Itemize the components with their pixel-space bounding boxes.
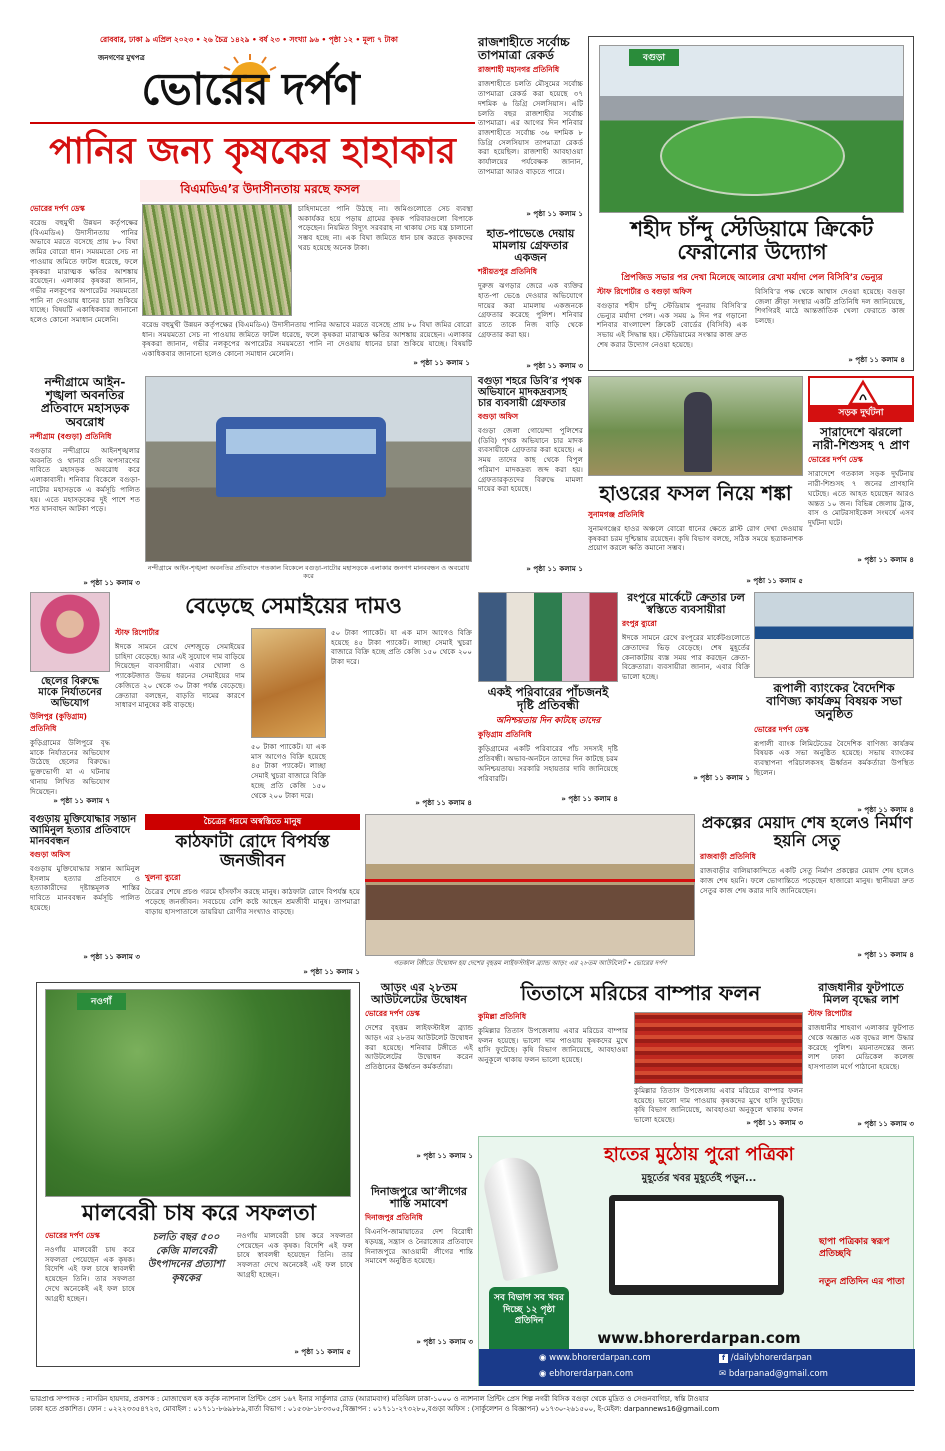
accident-story bbox=[808, 376, 914, 586]
son-byline: উলিপুর (কুড়িগ্রাম) প্রতিনিধি bbox=[30, 712, 87, 733]
naogaon-tag: নওগাঁ bbox=[77, 993, 126, 1010]
chili-byline: কুমিল্লা প্রতিনিধি bbox=[478, 1012, 527, 1021]
chili-photo bbox=[634, 1012, 803, 1084]
ad-web[interactable]: www.bhorerdarpan.com bbox=[549, 1353, 651, 1363]
rupali-byline: ভোরের দর্পণ ডেস্ক bbox=[754, 724, 809, 734]
dvb-headline: বগুড়া শহরে ডিবি’র পৃথক অভিযানে মাদকদ্রব্যসহ চার ব্যবসায়ী গ্রেফতার bbox=[478, 376, 582, 409]
masthead bbox=[30, 30, 475, 122]
accident-badge bbox=[808, 376, 914, 422]
semai-continued: » পৃষ্ঠা ১১ কলাম ৪ bbox=[415, 798, 472, 807]
ad-badge: সব বিভাগ সব খবর দিচ্ছে ১২ পৃষ্ঠা প্রতিদিন bbox=[489, 1287, 569, 1357]
haor-byline: সুনামগঞ্জ প্রতিনিধি bbox=[588, 510, 645, 519]
accident-continued: » পৃষ্ঠা ১১ কলাম ৪ bbox=[857, 555, 914, 565]
ad-epaper[interactable]: ebhorerdarpan.com bbox=[549, 1369, 634, 1379]
malberry-photo bbox=[45, 989, 351, 1197]
stadium-body-2: বিসিবি’র পক্ষ থেকে আশ্বাস দেওয়া হয়েছে। বগুড়া জেলা ক্রীড়া সংস্থার একটি প্রতিনিধি দল জানিয়েছে, শিগগিরই মাঠে আন্তর্জাতিক খেলা ফেরাতে কাজ চলছে। bbox=[755, 287, 905, 326]
chili-body-2: কুমিল্লার তিতাস উপজেলায় এবার মরিচের বাম্পার ফলন হয়েছে। ভালো দাম পাওয়ায় কৃষকদের মুখে হাসি ফুটেছে। কৃষি বিভাগ জানিয়েছে, আবহাওয়া অনুকূলে থাকায় ফলন ভালো হয়েছে। bbox=[634, 1086, 803, 1125]
bridge-headline: প্রকল্পের মেয়াদ শেষ হলেও নির্মাণ হয়নি সেতু bbox=[701, 813, 913, 850]
dinajpur-continued: » পৃষ্ঠা ১১ কলাম ৩ bbox=[416, 1337, 473, 1347]
malberry-headline: মালবেরী চাষ করে সফলতা bbox=[81, 1200, 317, 1226]
ribbon-shape bbox=[365, 879, 695, 882]
son-headline: ছেলের বিরুদ্ধে মাকে নির্যাতনের অভিযোগ bbox=[38, 676, 102, 709]
nandigram-headline: নন্দীগ্রামে আইন-শৃঙ্খলা অবনতির প্রতিবাদে মহাসড়ক অবরোধ bbox=[40, 375, 130, 429]
lead-byline: ভোরের দর্পণ ডেস্ক bbox=[30, 204, 85, 213]
lead-photo bbox=[142, 204, 292, 316]
blind-byline: কুড়িগ্রাম প্রতিনিধি bbox=[478, 730, 532, 740]
stadium-headline: শহীদ চাঁন্দু স্টেডিয়ামে ক্রিকেট ফেরানোর উদ্যোগ bbox=[630, 216, 874, 265]
muktijoddha-body: বগুড়ায় মুক্তিযোদ্ধার সন্তান আমিনুল ইসলাম হত্যার প্রতিবাদে ও হত্যাকারীদের দৃষ্টান্তমূলক শাস্তির দাবিতে মানববন্ধন কর্মসূচি পালিত হয়েছে। bbox=[30, 864, 140, 912]
malberry-story bbox=[36, 982, 360, 1367]
ad-tagline: মুহূর্তের খবর মুহূর্তেই পড়ুন... bbox=[641, 1173, 757, 1184]
rajshahi-byline: রাজশাহী মহানগর প্রতিনিধি bbox=[478, 65, 560, 75]
aarong-headline: আড়ং এর ২৮তম আউটলেটের উদ্বোধন bbox=[371, 981, 467, 1007]
imprint bbox=[30, 1394, 914, 1424]
lead-subhead: বিএমডিএ’র উদাসীনতায় মরছে ফসল bbox=[140, 180, 400, 202]
son-photo bbox=[30, 592, 110, 672]
blind-photo bbox=[478, 592, 618, 682]
imprint-line-1: ভারপ্রাপ্ত সম্পাদক : নাসরিন হায়দার, প্রকাশক : মোজাম্মেল হক কর্তৃক ন্যাশনাল প্রিন্টিং প্রেস ১৬৭ ইনার সার্কুলার রোড (আরামবাগ) মতিঝিল ঢাকা-১০০০ ও ন্যাশনাল প্রিন্টিং প্রেস শিল্প নগরী বিসিক বগুড়া থেকে মুদ্রিত ও সেগুনবাগিচা, স্বন্তি টাওয়ার bbox=[30, 1395, 709, 1403]
epaper-ad bbox=[478, 1136, 914, 1386]
ad-point-1: ছাপা পত্রিকার স্বরূপ প্রতিচ্ছবি bbox=[819, 1237, 890, 1259]
ad-headline: হাতের মুঠোয় পুরো পত্রিকা bbox=[604, 1144, 794, 1165]
nandigram-continued: » পৃষ্ঠা ১১ কলাম ৩ bbox=[83, 578, 140, 587]
ad-rolled-paper bbox=[479, 1152, 559, 1281]
bus-shape bbox=[216, 417, 386, 497]
hat-body: দুরুজ ঝগড়ার জেরে এক ব্যক্তির হাত-পা ভেঙে দেওয়ার অভিযোগে দায়ের করা মামলায় একজনকে গ্রেফতার করেছে পুলিশ। শনিবার রাতে তাকে নিজ বাড়ি থেকে গ্রেফতার করা হয়। bbox=[478, 281, 583, 339]
lead-continued: » পৃষ্ঠা ১১ কলাম ১ bbox=[413, 358, 470, 367]
muktijoddha-headline: বগুড়ায় মুক্তিযোদ্ধার সন্তান আমিনুল হত্যার প্রতিবাদে মানববন্ধন bbox=[30, 814, 137, 847]
dvb-continued: » পৃষ্ঠা ১১ কলাম ১ bbox=[526, 564, 583, 573]
dhaka-headline: রাজধানীর ফুটপাতে মিলল বৃদ্ধের লাশ bbox=[818, 981, 904, 1007]
bridge-story bbox=[700, 814, 914, 974]
ad-links bbox=[479, 1349, 915, 1386]
rangpur-story bbox=[622, 592, 750, 810]
rajshahi-continued: » পৃষ্ঠা ১১ কলাম ১ bbox=[526, 209, 583, 219]
semai-story bbox=[115, 592, 472, 810]
rajshahi-story bbox=[478, 36, 583, 226]
semai-body-3: ৫০ টাকা প্যাকেট। যা এক মাস আগেও বিক্রি হয়েছে ৪৫ টাকা প্যাকেট। লাচ্ছা সেমাই খুচরা বাজারে বিক্রি হচ্ছে প্রতি কেজি ১৫০ থেকে ২০০ টাকা দরে। bbox=[251, 742, 326, 800]
bridge-byline: রাজবাড়ী প্রতিনিধি bbox=[700, 852, 756, 862]
stadium-subhead: প্রিপজিড সভার পর দেখা মিলেছে আলোর রেখা মর্যাদা পেল বিসিবি’র ভেন্যুর bbox=[621, 273, 883, 283]
rangpur-continued: » পৃষ্ঠা ১১ কলাম ১ bbox=[693, 773, 750, 783]
footer-rule bbox=[30, 1390, 914, 1391]
dinajpur-headline: দিনাজপুরে আ’লীগের শান্তি সমাবেশ bbox=[371, 1185, 467, 1211]
rupali-headline: রূপালী ব্যাংকের বৈদেশিক বাণিজ্য কার্যক্রম বিষয়ক সভা অনুষ্ঠিত bbox=[766, 681, 902, 722]
chili-continued: » পৃষ্ঠা ১১ কলাম ৩ bbox=[746, 1118, 803, 1127]
stadium-story bbox=[588, 36, 914, 371]
dhaka-byline: স্টাফ রিপোর্টার bbox=[808, 1009, 853, 1019]
semai-byline: স্টাফ রিপোর্টার bbox=[115, 628, 160, 637]
heat-headline: কাঠফাটা রোদে বিপর্যস্ত জনজীবন bbox=[175, 832, 330, 871]
accident-byline: ভোরের দর্পণ ডেস্ক bbox=[808, 455, 863, 465]
blind-headline: একই পরিবারের পাঁচজনই দৃষ্টি প্রতিবন্ধী bbox=[487, 685, 609, 713]
globe-icon: ◉ bbox=[539, 1353, 547, 1363]
malberry-continued: » পৃষ্ঠা ১১ কলাম ৫ bbox=[294, 1347, 351, 1356]
masthead-rule bbox=[30, 122, 475, 124]
haor-headline: হাওরের ফসল নিয়ে শঙ্কা bbox=[599, 481, 792, 505]
semai-headline: বেড়েছে সেমাইয়ের দামও bbox=[185, 593, 402, 619]
malberry-body: নওগাঁয় মালবেরী চাষ করে সফলতা পেয়েছেন এক কৃষক। বিদেশি এই ফল চাষে স্বাবলম্বী হয়েছেন তিনি। তার সফলতা দেখে অনেকেই এই ফল চাষে আগ্রহী হচ্ছেন। bbox=[45, 1245, 135, 1303]
son-story bbox=[30, 592, 110, 810]
rupali-photo bbox=[754, 592, 914, 678]
haor-body: সুনামগঞ্জের হাওর অঞ্চলে বোরো ধানের ক্ষেতে ব্লাস্ট রোগ দেখা দেওয়ায় কৃষকরা চরম দুশ্চিন্তায় রয়েছেন। কৃষি বিভাগ বলছে, সঠিক সময়ে ছত্রাকনাশক প্রয়োগ করলে ক্ষতি কমানো সম্ভব। bbox=[588, 524, 803, 553]
haor-continued: » পৃষ্ঠা ১১ কলাম ৫ bbox=[746, 576, 803, 585]
lead-story bbox=[30, 128, 475, 371]
blind-subhead: অনিশ্চয়তায় দিন কাটছে তাদের bbox=[495, 716, 601, 727]
road-sign-icon bbox=[848, 380, 878, 406]
rajshahi-body: রাজশাহীতে চলতি মৌসুমের সর্বোচ্চ তাপমাত্রা রেকর্ড করা হয়েছে ৩৭ দশমিক ৬ ডিগ্রি সেলসিয়াস। এটি চলতি বছর রাজশাহীর সর্বোচ্চ তাপমাত্রা। এর আগের দিন শনিবার রাজশাহীতে সর্বোচ্চ ৩৬ দশমিক ৮ ডিগ্রি সেলসিয়াস তাপমাত্রা রেকর্ড করা হয়েছিল। রাজশাহী আবহাওয়া কার্যালয়ের পর্যবেক্ষক জানান, তাপমাত্রা আরও বাড়তে পারে। bbox=[478, 79, 583, 176]
aarong-photo-block bbox=[365, 814, 695, 974]
hat-byline: শরীয়তপুর প্রতিনিধি bbox=[478, 267, 537, 277]
lead-body-2: চাহিদামতো পানি উঠছে না। জমিগুলোতে সেচ ব্যবস্থা অকার্যকর হয়ে পড়ায় গ্রামের কৃষক পরিবারগুলো বিপাকে পড়েছেন। নিয়মিত বিদ্যুৎ সরবরাহ না থাকায় সেচ যন্ত্র চালানো সম্ভব হচ্ছে না। এক বিঘা জমিতে ধান চাষ করতে কৃষকদের খরচ হয়েছে অনেক টাকা। bbox=[298, 204, 473, 252]
dinajpur-body: বিএনপি-জামায়াতের দেশ বিরোধী ষড়যন্ত্র, সন্ত্রাস ও নৈরাজ্যের প্রতিবাদে দিনাজপুরে আওয়ামী লীগের শান্তি সমাবেশ অনুষ্ঠিত হয়েছে। bbox=[365, 1227, 473, 1266]
ad-url[interactable]: www.bhorerdarpan.com bbox=[597, 1329, 801, 1347]
farmer-shape bbox=[684, 392, 712, 472]
muktijoddha-story bbox=[30, 814, 140, 974]
blind-story bbox=[478, 592, 618, 810]
globe-icon: ◉ bbox=[539, 1369, 547, 1379]
muktijoddha-continued: » পৃষ্ঠা ১১ কলাম ৩ bbox=[83, 952, 140, 961]
lead-body-3: বরেন্দ্র বহুমুখী উন্নয়ন কর্তৃপক্ষের (বিএমডিএ) উদাসীনতায় পানির অভাবে মরতে বসেছে প্রায় ৮০ বিঘা জমির বোরো ধান। সময়মতো সেচ না পাওয়ায় জমিতে ফাটল ধরেছে, ফলে কৃষকরা মারাত্মক ক্ষতির আশঙ্কায় রয়েছেন। এলাকার কৃষকরা জানান, গভীর নলকূপের অপারেটর সময়মতো পানি না দেওয়ায় ধানের চারা শুকিয়ে যাচ্ছে। বিষয়টি একাধিকবার জানানো হলেও কোনো সমাধান মেলেনি। bbox=[142, 320, 472, 359]
heat-body: চৈত্রের শেষে প্রচণ্ড গরমে হাঁসফাঁস করছে মানুষ। কাঠফাটা রোদে বিপর্যস্ত হয়ে পড়েছে জনজীবন। সবচেয়ে বেশি কষ্টে আছেন শ্রমজীবী মানুষ। তাপমাত্রা বাড়ায় হাসপাতালে ডায়রিয়া রোগীর সংখ্যাও বাড়ছে। bbox=[145, 887, 360, 916]
haor-story bbox=[588, 376, 803, 586]
ad-facebook[interactable]: /dailybhorerdarpan bbox=[730, 1353, 812, 1363]
malberry-body-2: নওগাঁয় মালবেরী চাষ করে সফলতা পেয়েছেন এক কৃষক। বিদেশি এই ফল চাষে স্বাবলম্বী হয়েছেন তিনি। তার সফলতা দেখে অনেকেই এই ফল চাষে আগ্রহী হচ্ছেন। bbox=[237, 1231, 353, 1279]
heat-continued: » পৃষ্ঠা ১১ কলাম ১ bbox=[303, 967, 360, 977]
dateline: রোববার, ঢাকা ৯ এপ্রিল ২০২৩ • ২৬ চৈত্র ১৪২৯ • বর্ষ ২৩ • সংখ্যা ৯৬ • পৃষ্ঠা ১২ • মূল্য ৭ টাকা bbox=[100, 35, 398, 44]
haor-photo bbox=[588, 376, 803, 476]
rupali-body: রূপালী ব্যাংক লিমিটেডের বৈদেশিক বাণিজ্য কার্যক্রম বিষয়ক এক সভা অনুষ্ঠিত হয়েছে। সভায় ব্যাংকের ব্যবস্থাপনা পরিচালকসহ ঊর্ধ্বতন কর্মকর্তারা উপস্থিত ছিলেন। bbox=[754, 738, 914, 777]
hat-headline: হাত-পাভেঙে দেয়ায় মামলায় গ্রেফতার একজন bbox=[486, 227, 575, 265]
chili-headline: তিতাসে মরিচের বাম্পার ফলন bbox=[520, 981, 761, 1005]
heat-byline: খুলনা ব্যুরো bbox=[145, 873, 181, 883]
stadium-continued: » পৃষ্ঠা ১১ কলাম ৪ bbox=[848, 355, 905, 364]
accident-headline: সারাদেশে ঝরলো নারী-শিশুসহ ৭ প্রাণ bbox=[812, 425, 910, 453]
imprint-line-2: ঢাকা হতে প্রকাশিত। ফোন : ০২২২৩৩৫৪৭২৩, মোবাইল : ০১৭১১-৮৬৯৮৮৯,বার্তা বিভাগ : ০১৫৩৬-১৮৩৩০৫,বিজ্ঞাপন : ০১৭১১-২৭৩২৮০,বগুড়া অফিস : (সার্কুলেশন ও বিজ্ঞাপন) ০১৭৩০-২৬১৫০০, ই-মেইল: darpannews16@gmail.com bbox=[30, 1405, 720, 1414]
dinajpur-story bbox=[365, 1186, 473, 1366]
nandigram-caption: নন্দীগ্রামে আইন-শৃঙ্খলা অবনতির প্রতিবাদে গতকাল বিকেলে বগুড়া-নাটোর মহাসড়কে এলাকার জনগণ মানববন্ধন ও অবরোধ করে bbox=[147, 564, 470, 581]
nandigram-body: বগুড়ার নন্দীগ্রামে আইনশৃঙ্খলার অবনতি ও থানার ওসি অপসারণের দাবিতে মহাসড়ক অবরোধ করে এলাকাবাসী। শনিবার বিকেলে বগুড়া-নাটোর মহাসড়কে এ কর্মসূচি পালিত হয়। এতে মহাসড়কের দুই পাশে শত শত যানবাহন আটকা পড়ে। bbox=[30, 446, 140, 514]
chili-story bbox=[478, 982, 803, 1132]
facebook-icon: f bbox=[719, 1354, 728, 1363]
chili-body: কুমিল্লার তিতাস উপজেলায় এবার মরিচের বাম্পার ফলন হয়েছে। ভালো দাম পাওয়ায় কৃষকদের মুখে হাসি ফুটেছে। কৃষি বিভাগ জানিয়েছে, আবহাওয়া অনুকূলে থাকায় ফলন ভালো হয়েছে। bbox=[478, 1026, 628, 1065]
heat-story bbox=[145, 814, 360, 977]
nandigram-photo bbox=[145, 376, 472, 562]
son-continued: » পৃষ্ঠা ১১ কলাম ৭ bbox=[53, 796, 110, 805]
hat-story bbox=[478, 228, 583, 371]
hat-continued: » পৃষ্ঠা ১১ কলাম ৩ bbox=[526, 361, 583, 371]
dvb-story bbox=[478, 376, 583, 586]
muktijoddha-byline: বগুড়া অফিস bbox=[30, 850, 71, 859]
aarong-photo-caption: গতকাল টঙ্গীতে উদ্বোধন হয় দেশের বৃহত্তম লাইফস্টাইল ব্র্যান্ড আড়ং এর ২৮তম আউটলেট • ভোরের দর্পণ bbox=[393, 959, 667, 967]
lead-body: বরেন্দ্র বহুমুখী উন্নয়ন কর্তৃপক্ষের (বিএমডিএ) উদাসীনতায় পানির অভাবে মরতে বসেছে প্রায় ৮০ বিঘা জমির বোরো ধান। সময়মতো সেচ না পাওয়ায় জমিতে ফাটল ধরেছে, ফলে কৃষকরা মারাত্মক ক্ষতির আশঙ্কায় রয়েছেন। এলাকার কৃষকরা জানান, গভীর নলকূপের অপারেটর সময়মতো পানি না দেওয়ায় ধানের চারা শুকিয়ে যাচ্ছে। বিষয়টি একাধিকবার জানানো হলেও কোনো সমাধান মেলেনি। bbox=[30, 218, 138, 325]
accident-body: সারাদেশে গতকাল সড়ক দুর্ঘটনায় নারী-শিশুসহ ৭ জনের প্রাণহানি ঘটেছে। এতে আহত হয়েছেন আরও অন্তত ১০ জন। বিভিন্ন জেলায় ট্রাক, বাস ও মোটরসাইকেল সংঘর্ষে এসব দুর্ঘটনা ঘটে। bbox=[808, 469, 914, 527]
stadium-photo bbox=[599, 45, 904, 213]
blind-body: কুড়িগ্রামের একটি পরিবারের পাঁচ সদস্যই দৃষ্টি প্রতিবন্ধী। অভাব-অনটনে তাদের দিন কাটছে চরম অনিশ্চয়তায়। সরকারি সহায়তার দাবি জানিয়েছে পরিবারটি। bbox=[478, 744, 618, 783]
mail-icon: ✉ bbox=[719, 1369, 727, 1379]
semai-body-2: ৫০ টাকা প্যাকেট। যা এক মাস আগেও বিক্রি হয়েছে ৪৫ টাকা প্যাকেট। লাচ্ছা সেমাই খুচরা বাজারে বিক্রি হচ্ছে প্রতি কেজি ১৫০ থেকে ২০০ টাকা দরে। bbox=[331, 628, 472, 667]
nandigram-byline: নন্দীগ্রাম (বগুড়া) প্রতিনিধি bbox=[30, 432, 112, 441]
ad-laptop bbox=[609, 1195, 784, 1295]
aarong-photo bbox=[365, 814, 695, 956]
newspaper-name: ভোরের দর্পণ bbox=[141, 64, 359, 115]
semai-body: ঈদকে সামনে রেখে দেশজুড়ে সেমাইয়ের চাহিদা বেড়েছে। আর এই সুযোগে দাম বাড়িয়ে দিয়েছেন ব্যবসায়ীরা। এবার খোলা ও প্যাকেটজাত উভয় ধরনের সেমাইয়ের দাম কেজিতে ২০ থেকে ৩০ টাকা পর্যন্ত বেড়েছে। ক্রেতারা বলছেন, বাড়তি দামের কারণে সাধারণ মানুষের কষ্ট বাড়ছে। bbox=[115, 642, 245, 710]
dvb-byline: বগুড়া অফিস bbox=[478, 412, 519, 421]
stadium-byline: স্টাফ রিপোর্টার ও বগুড়া অফিস bbox=[597, 287, 692, 296]
accident-badge-label: সড়ক দুর্ঘটনা bbox=[810, 405, 912, 420]
rangpur-headline: রংপুরে মার্কেটে ক্রেতার ঢল স্বস্তিতে ব্যবসায়ীরা bbox=[627, 591, 745, 617]
slogan: জনগণের মুখপত্র bbox=[98, 54, 145, 62]
dhaka-continued: » পৃষ্ঠা ১১ কলাম ৩ bbox=[857, 1119, 914, 1129]
aarong-story bbox=[365, 982, 473, 1182]
semai-photo bbox=[251, 628, 326, 738]
rupali-story bbox=[754, 592, 914, 814]
heat-kicker: চৈত্রের গরমে অস্বস্তিতে মানুষ bbox=[145, 814, 360, 830]
rangpur-byline: রংপুর ব্যুরো bbox=[622, 619, 657, 629]
dhaka-body: রাজধানীর শাহবাগ এলাকার ফুটপাত থেকে অজ্ঞাত এক বৃদ্ধের লাশ উদ্ধার করেছে পুলিশ। ময়নাতদন্তের জন্য লাশ ঢাকা মেডিকেল কলেজ হাসপাতাল মর্গে পাঠানো হয়েছে। bbox=[808, 1023, 914, 1072]
rupali-continued: » পৃষ্ঠা ১১ কলাম ৪ bbox=[857, 804, 914, 814]
lead-headline: পানির জন্য কৃষকের হাহাকার bbox=[49, 130, 456, 172]
blind-continued: » পৃষ্ঠা ১১ কলাম ৪ bbox=[561, 794, 618, 804]
aarong-continued: » পৃষ্ঠা ১১ কলাম ১ bbox=[416, 1151, 473, 1161]
son-body: কুড়িগ্রামের উলিপুরে বৃদ্ধ মাকে নির্যাতনের অভিযোগ উঠেছে ছেলের বিরুদ্ধে। ভুক্তভোগী মা এ ঘটনায় থানায় লিখিত অভিযোগ দিয়েছেন। bbox=[30, 738, 110, 796]
nandigram-story bbox=[30, 376, 472, 586]
rangpur-body: ঈদকে সামনে রেখে রংপুরের মার্কেটগুলোতে ক্রেতাদের ভিড় বেড়েছে। শেষ মুহূর্তের কেনাকাটায় ব্যস্ত সময় পার করছেন ক্রেতা-বিক্রেতারা। ব্যবসায়ীরা জানান, এবার বিক্রি ভালো হচ্ছে। bbox=[622, 633, 750, 682]
ad-email[interactable]: bdarpanad@gmail.com bbox=[728, 1369, 828, 1379]
stadium-body: বগুড়ার শহীদ চাঁন্দু স্টেডিয়াম পুনরায় বিসিবি’র ভেন্যুর মর্যাদা পেল। এক সময় ৯ দিন পর গড়ানো শনিবার বাংলাদেশ ক্রিকেট বোর্ডের (বিসিবি) এক সভায় এই সিদ্ধান্ত হয়। স্টেডিয়ামের সংস্কার কাজ দ্রুত শেষ করার উদ্যোগ নেওয়া হয়েছে। bbox=[597, 301, 747, 349]
ad-point-2: নতুন প্রতিদিন এর পাতা bbox=[819, 1277, 905, 1287]
bridge-body: রাজবাড়ীর বালিয়াকান্দিতে একটি সেতু নির্মাণ প্রকল্পের মেয়াদ শেষ হলেও কাজ শেষ হয়নি। ফলে ভোগান্তিতে পড়েছেন হাজারো মানুষ। স্থানীয়রা দ্রুত সেতুর কাজ শেষ করার দাবি জানিয়েছেন। bbox=[700, 866, 914, 895]
masthead-logo bbox=[90, 60, 410, 115]
dvb-body: বগুড়া জেলা গোয়েন্দা পুলিশের (ডিবি) পৃথক অভিযানে চার মাদক ব্যবসায়ীকে গ্রেফতার করা হয়েছে। এ সময় তাদের কাছ থেকে বিপুল পরিমাণ মাদকদ্রব্য জব্দ করা হয়। গ্রেফতারকৃতদের বিরুদ্ধে মামলা দায়ের করা হয়েছে। bbox=[478, 426, 583, 494]
aarong-byline: ভোরের দর্পণ ডেস্ক bbox=[365, 1009, 420, 1019]
bogra-tag: বগুড়া bbox=[629, 49, 679, 66]
malberry-byline: ভোরের দর্পণ ডেস্ক bbox=[45, 1231, 100, 1240]
dhaka-story bbox=[808, 982, 914, 1132]
stadium-pitch bbox=[660, 116, 845, 196]
malberry-pullquote: চলতি বছর ৫০০ কেজি মালবেরী উৎপাদনের প্রত্যাশা কৃষকের bbox=[147, 1232, 225, 1284]
rajshahi-headline: রাজশাহীতে সর্বোচ্চ তাপমাত্রা রেকর্ড bbox=[478, 35, 570, 63]
dinajpur-byline: দিনাজপুর প্রতিনিধি bbox=[365, 1213, 423, 1223]
bridge-continued: » পৃষ্ঠা ১১ কলাম ৪ bbox=[857, 950, 914, 960]
aarong-body: দেশের বৃহত্তম লাইফস্টাইল ব্র্যান্ড আড়ং এর ২৮তম আউটলেট উদ্বোধন করা হয়েছে। শনিবার টঙ্গীতে এই আউটলেটের উদ্বোধন করেন প্রতিষ্ঠানের ঊর্ধ্বতন কর্মকর্তারা। bbox=[365, 1023, 473, 1072]
